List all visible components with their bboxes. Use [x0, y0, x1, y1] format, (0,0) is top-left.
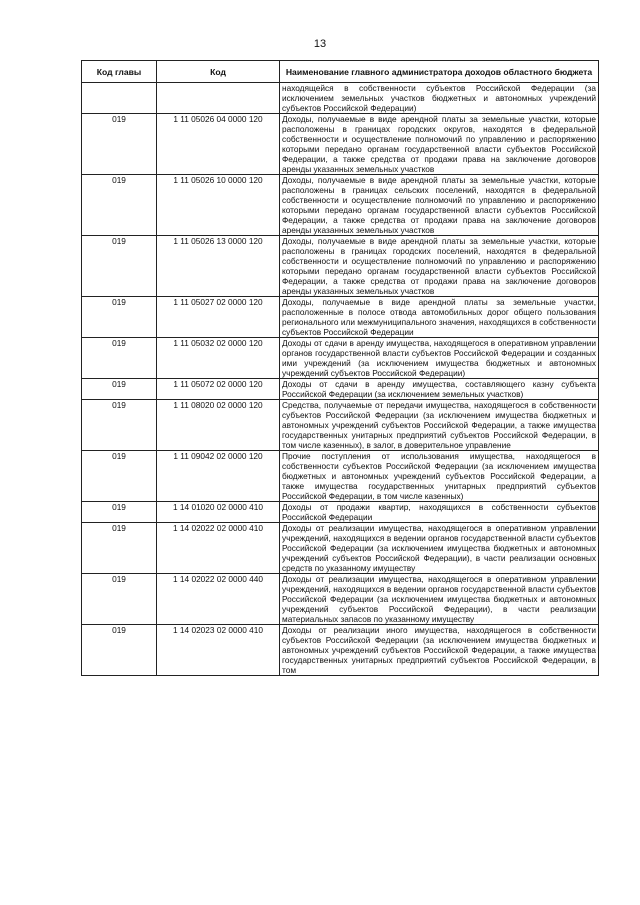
row-chapter-code: 019 — [82, 523, 157, 574]
row-code: 1 14 01020 02 0000 410 — [157, 502, 280, 523]
row-name: Доходы от сдачи в аренду имущества, находящегося в оперативном управлении органов государственной власти субъектов Российской Федерации и созданных ими учреждений (за исключением имущества бюджетных и автономных учреждений субъектов Российской Федерации) — [280, 338, 599, 379]
row-chapter-code: 019 — [82, 379, 157, 400]
row-code: 1 11 05032 02 0000 120 — [157, 338, 280, 379]
table-row — [82, 523, 599, 574]
row-chapter-code: 019 — [82, 236, 157, 297]
row-chapter-code: 019 — [82, 451, 157, 502]
row-chapter-code: 019 — [82, 297, 157, 338]
header-code: Код — [157, 61, 280, 83]
table-header-row — [82, 61, 599, 83]
row-name: Средства, получаемые от передачи имущества, находящегося в собственности субъектов Российской Федерации (за исключением имущества бюджетных и автономных учреждений субъектов Российской Федерации, а также имущества государственных унитарных предприятий субъектов Российской Федерации, в том числе казенных), в залог, в доверительное управление — [280, 400, 599, 451]
row-chapter-code: 019 — [82, 338, 157, 379]
continuation-text: находящейся в собственности субъектов Российской Федерации (за исключением земельных участков бюджетных и автономных учреждений субъектов Российской Федерации) — [280, 83, 599, 114]
table-row — [82, 114, 599, 175]
table-row — [82, 175, 599, 236]
continuation-chapter — [82, 83, 157, 114]
continuation-row — [82, 83, 599, 114]
row-chapter-code: 019 — [82, 114, 157, 175]
table-row — [82, 236, 599, 297]
row-name: Доходы от продажи квартир, находящихся в собственности субъектов Российской Федерации — [280, 502, 599, 523]
header-chapter-code: Код главы — [82, 61, 157, 83]
row-name: Доходы от сдачи в аренду имущества, составляющего казну субъекта Российской Федерации (за исключением земельных участков) — [280, 379, 599, 400]
row-code: 1 14 02022 02 0000 440 — [157, 574, 280, 625]
row-code: 1 11 08020 02 0000 120 — [157, 400, 280, 451]
row-code: 1 11 09042 02 0000 120 — [157, 451, 280, 502]
row-code: 1 11 05026 13 0000 120 — [157, 236, 280, 297]
table-row — [82, 297, 599, 338]
row-chapter-code: 019 — [82, 175, 157, 236]
row-chapter-code: 019 — [82, 574, 157, 625]
row-code: 1 14 02022 02 0000 410 — [157, 523, 280, 574]
table-row — [82, 400, 599, 451]
continuation-code — [157, 83, 280, 114]
row-name: Доходы, получаемые в виде арендной платы за земельные участки, которые расположены в границах сельских поселений, находятся в федеральной собственности и осуществление полномочий по управлению и распоряжению которыми передано органам государственной власти субъектов Российской Федерации, а также средства от продажи права на заключение договоров аренды указанных земельных участков — [280, 175, 599, 236]
row-code: 1 14 02023 02 0000 410 — [157, 625, 280, 676]
row-code: 1 11 05026 10 0000 120 — [157, 175, 280, 236]
table-row — [82, 625, 599, 676]
page-number: 13 — [313, 38, 327, 50]
row-name: Прочие поступления от использования имущества, находящегося в собственности субъектов Российской Федерации (за исключением имущества бюджетных и автономных учреждений субъектов Российской Федерации, а также имущества государственных унитарных предприятий субъектов Российской Федерации, в том числе казенных) — [280, 451, 599, 502]
row-name: Доходы от реализации имущества, находящегося в оперативном управлении учреждений, находящихся в ведении органов государственной власти субъектов Российской Федерации (за исключением имущества бюджетных и автономных учреждений субъектов Российской Федерации), в части реализации материальных запасов по указанному имуществу — [280, 574, 599, 625]
row-code: 1 11 05026 04 0000 120 — [157, 114, 280, 175]
revenue-table — [81, 60, 599, 676]
header-name: Наименование главного администратора доходов областного бюджета — [280, 61, 599, 83]
table-row — [82, 379, 599, 400]
row-code: 1 11 05027 02 0000 120 — [157, 297, 280, 338]
row-name: Доходы, получаемые в виде арендной платы за земельные участки, которые расположены в границах городских поселений, находятся в федеральной собственности и осуществление полномочий по управлению и распоряжению которыми передано органам государственной власти субъектов Российской Федерации, а также средства от продажи права на заключение договоров аренды указанных земельных участков — [280, 236, 599, 297]
table-row — [82, 502, 599, 523]
table-row — [82, 451, 599, 502]
row-chapter-code: 019 — [82, 502, 157, 523]
row-name: Доходы от реализации иного имущества, находящегося в собственности субъектов Российской Федерации (за исключением имущества бюджетных и автономных учреждений субъектов Российской Федерации, а также имущества государственных унитарных предприятий субъектов Российской Федерации, в том — [280, 625, 599, 676]
row-chapter-code: 019 — [82, 625, 157, 676]
table-row — [82, 574, 599, 625]
row-code: 1 11 05072 02 0000 120 — [157, 379, 280, 400]
table-row — [82, 338, 599, 379]
row-name: Доходы от реализации имущества, находящегося в оперативном управлении учреждений, находящихся в ведении органов государственной власти субъектов Российской Федерации (за исключением имущества бюджетных и автономных учреждений субъектов Российской Федерации), в части реализации основных средств по указанному имуществу — [280, 523, 599, 574]
row-name: Доходы, получаемые в виде арендной платы за земельные участки, расположенные в полосе отвода автомобильных дорог общего пользования регионального или межмуниципального значения, находящихся в собственности субъектов Российской Федерации — [280, 297, 599, 338]
row-name: Доходы, получаемые в виде арендной платы за земельные участки, которые расположены в границах городских округов, находятся в федеральной собственности и осуществление полномочий по управлению и распоряжению которыми передано органам государственной власти субъектов Российской Федерации, а также средства от продажи права на заключение договоров аренды указанных земельных участков — [280, 114, 599, 175]
row-chapter-code: 019 — [82, 400, 157, 451]
